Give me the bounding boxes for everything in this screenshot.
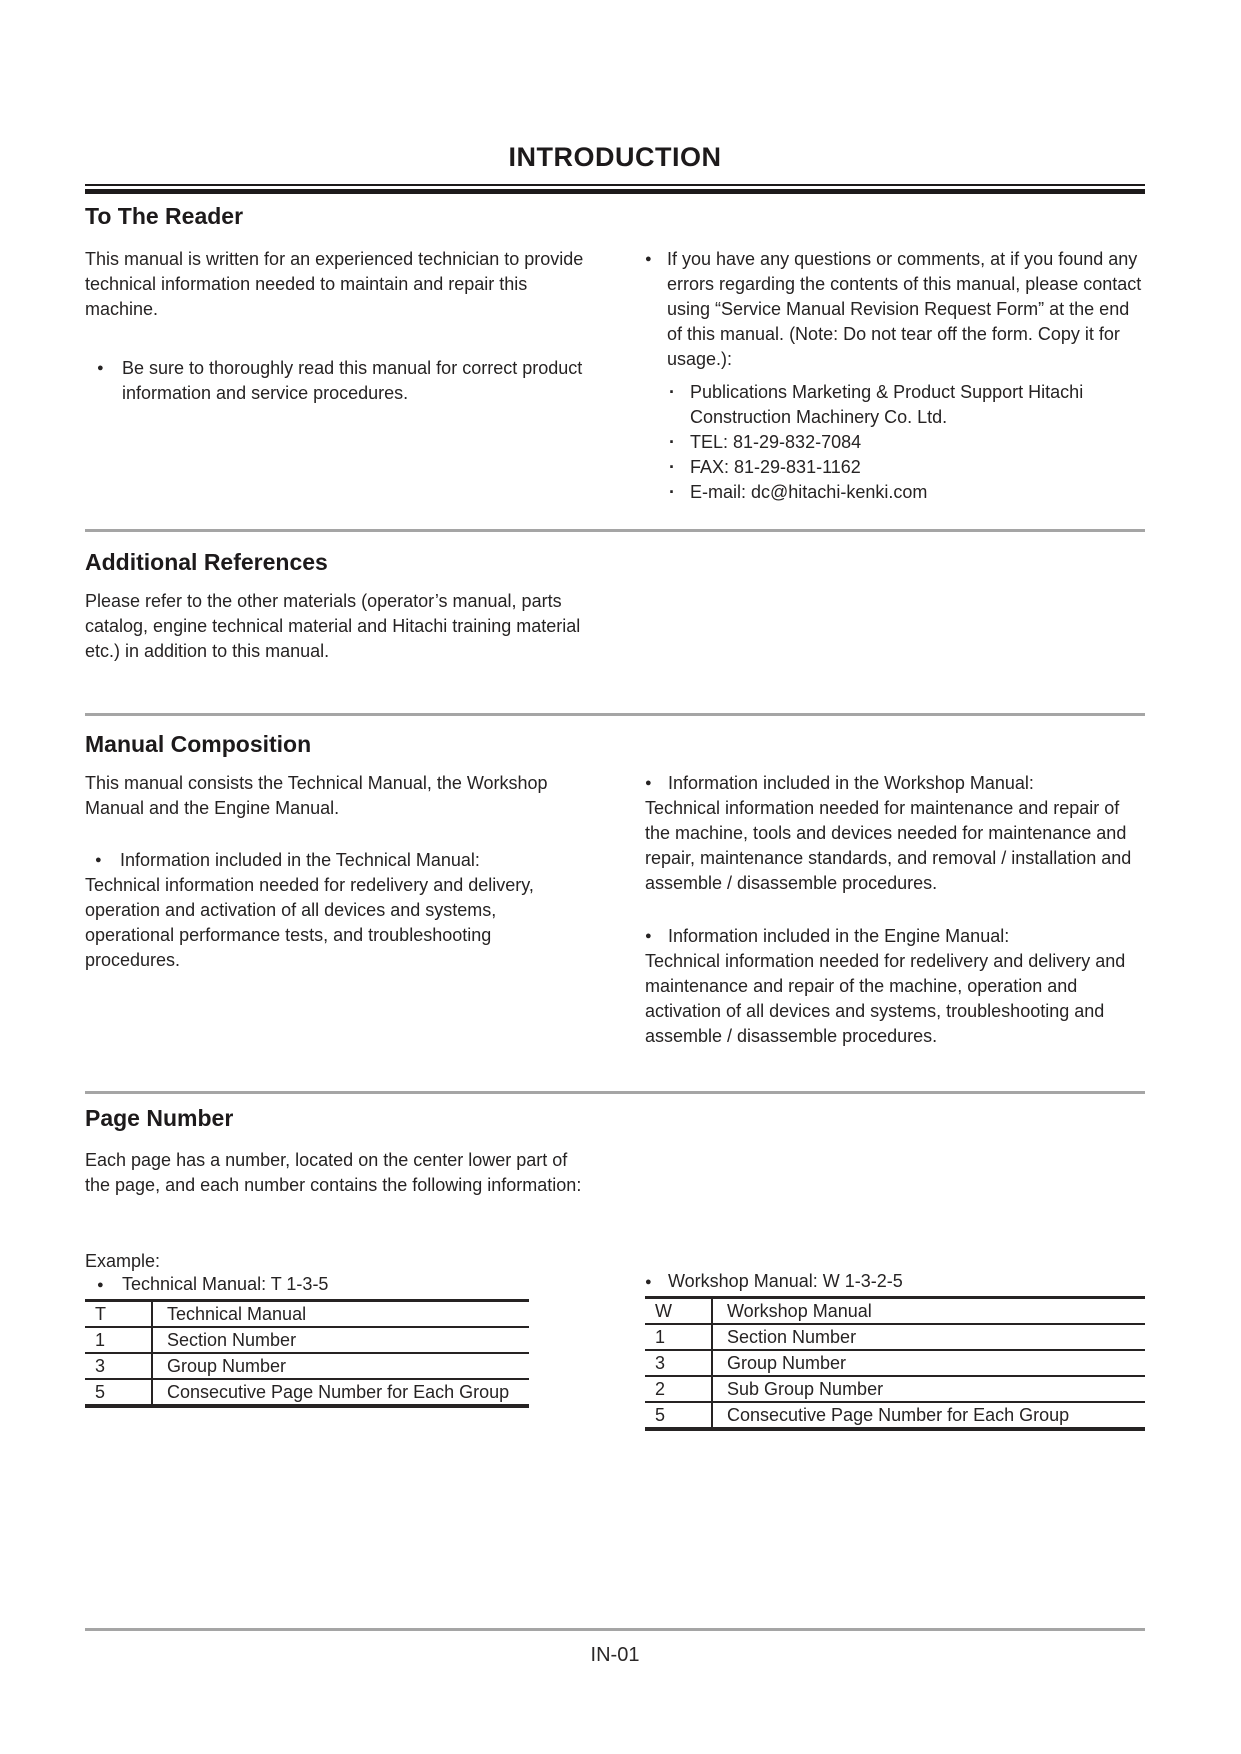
workshop-page-number-table bbox=[645, 1296, 1145, 1431]
table-row bbox=[645, 1298, 1145, 1325]
label-cell: Section Number bbox=[712, 1324, 1145, 1350]
workshop-manual-description: Technical information needed for maintenance and repair of the machine, tools and devices needed for maintenance and repair, maintenance standards, and removal / installation and assemble / disassemble procedures. bbox=[645, 798, 1132, 893]
section-divider bbox=[85, 713, 1145, 716]
code-cell: T bbox=[85, 1301, 152, 1328]
label-cell: Group Number bbox=[712, 1350, 1145, 1376]
reader-contact-bullet-text: If you have any questions or comments, at if you found any errors regarding the contents of this manual, please contact using “Service Manual Revision Request Form” at the end of this manual. (Note: Do not tear off the form. Copy it for usage.): bbox=[667, 249, 1142, 369]
workshop-example-bullet-item bbox=[645, 1270, 1145, 1293]
workshop-example-text: Workshop Manual: W 1-3-2-5 bbox=[668, 1271, 903, 1291]
bullet-icon: ● bbox=[645, 930, 652, 942]
contact-item-text: FAX: 81-29-831-1162 bbox=[690, 457, 861, 477]
contact-item-email bbox=[645, 480, 1145, 505]
sub-bullet-icon: · bbox=[669, 482, 675, 502]
label-cell: Consecutive Page Number for Each Group bbox=[727, 1405, 1070, 1425]
technical-manual-bullet-item bbox=[85, 848, 585, 873]
label-cell: Workshop Manual bbox=[712, 1298, 1145, 1325]
composition-intro-paragraph: This manual consists the Technical Manual, the Workshop Manual and the Engine Manual. bbox=[85, 773, 548, 818]
page-number-example-section bbox=[85, 1250, 1145, 1431]
example-label: Example: bbox=[85, 1251, 161, 1271]
technical-example-bullet-item bbox=[85, 1273, 585, 1296]
example-right-column bbox=[645, 1250, 1145, 1431]
table-row bbox=[645, 1324, 1145, 1350]
title-divider bbox=[85, 184, 1145, 194]
engine-manual-bullet-title: Information included in the Engine Manual: bbox=[668, 926, 1010, 946]
composition-right-column bbox=[645, 771, 1145, 1049]
references-paragraph: Please refer to the other materials (operator’s manual, parts catalog, engine technical material and Hitachi training material etc.) in addition to this manual. bbox=[85, 591, 581, 661]
manual-composition-section bbox=[85, 771, 1145, 1049]
reader-left-column bbox=[85, 247, 585, 505]
page-title: INTRODUCTION bbox=[508, 142, 722, 172]
code-cell: 3 bbox=[645, 1350, 712, 1376]
section-divider bbox=[85, 1091, 1145, 1094]
section-heading-additional-references: Additional References bbox=[85, 549, 328, 575]
contact-detail-list bbox=[645, 380, 1145, 505]
code-cell: 1 bbox=[645, 1324, 712, 1350]
technical-example-text: Technical Manual: T 1-3-5 bbox=[122, 1274, 329, 1294]
example-left-column bbox=[85, 1250, 585, 1431]
page-number-paragraph: Each page has a number, located on the center lower part of the page, and each number contains the following information: bbox=[85, 1150, 582, 1195]
column-gap bbox=[585, 247, 645, 505]
sub-bullet-icon: · bbox=[669, 432, 675, 452]
reader-read-bullet-item bbox=[85, 356, 585, 406]
code-cell: W bbox=[645, 1298, 712, 1325]
contact-item-text: E-mail: dc@hitachi-kenki.com bbox=[690, 482, 928, 502]
reader-right-column bbox=[645, 247, 1145, 505]
sub-bullet-icon: · bbox=[669, 382, 675, 402]
section-heading-manual-composition: Manual Composition bbox=[85, 731, 312, 757]
technical-manual-bullet-title: Information included in the Technical Manual: bbox=[120, 850, 480, 870]
column-gap bbox=[585, 1250, 645, 1431]
code-cell: 5 bbox=[645, 1402, 712, 1429]
bullet-icon: ● bbox=[645, 777, 652, 789]
workshop-manual-bullet-item bbox=[645, 771, 1145, 796]
label-cell: Sub Group Number bbox=[712, 1376, 1145, 1402]
contact-item-tel bbox=[645, 430, 1145, 455]
contact-item-fax bbox=[645, 455, 1145, 480]
technical-page-number-table bbox=[85, 1299, 529, 1408]
table-row bbox=[645, 1376, 1145, 1402]
section-heading-page-number: Page Number bbox=[85, 1105, 234, 1131]
table-row bbox=[85, 1327, 529, 1353]
code-cell: 3 bbox=[85, 1353, 152, 1379]
sub-bullet-icon: · bbox=[669, 457, 675, 477]
bullet-icon: ● bbox=[645, 253, 652, 265]
table-row bbox=[645, 1350, 1145, 1376]
bullet-icon: ● bbox=[97, 1279, 104, 1291]
table-row bbox=[85, 1301, 529, 1328]
contact-item-publisher bbox=[645, 380, 1145, 430]
code-cell: 1 bbox=[85, 1327, 152, 1353]
table-row bbox=[645, 1402, 1145, 1429]
contact-item-text: Publications Marketing & Product Support Hitachi Construction Machinery Co. Ltd. bbox=[690, 382, 1084, 427]
label-cell: Consecutive Page Number for Each Group bbox=[167, 1382, 510, 1402]
workshop-manual-bullet-title: Information included in the Workshop Manual: bbox=[668, 773, 1034, 793]
bullet-icon: ● bbox=[97, 362, 104, 374]
table-row bbox=[85, 1379, 529, 1406]
label-cell: Group Number bbox=[152, 1353, 529, 1379]
table-row bbox=[85, 1353, 529, 1379]
bullet-icon: ● bbox=[645, 1276, 652, 1288]
to-the-reader-section bbox=[85, 247, 1145, 505]
reader-intro-paragraph: This manual is written for an experienced technician to provide technical information needed to maintain and repair this machine. bbox=[85, 249, 584, 319]
contact-item-text: TEL: 81-29-832-7084 bbox=[690, 432, 862, 452]
reader-contact-bullet-item bbox=[645, 247, 1145, 372]
section-divider bbox=[85, 529, 1145, 532]
bullet-icon: ● bbox=[95, 854, 102, 866]
composition-left-column bbox=[85, 771, 585, 1049]
label-cell: Section Number bbox=[152, 1327, 529, 1353]
technical-manual-description: Technical information needed for redelivery and delivery, operation and activation of all devices and systems, operational performance tests, and troubleshooting procedures. bbox=[85, 875, 534, 970]
column-gap bbox=[585, 771, 645, 1049]
footer-divider bbox=[85, 1628, 1145, 1631]
code-cell: 5 bbox=[85, 1379, 152, 1406]
engine-manual-description: Technical information needed for redelivery and delivery and maintenance and repair of the machine, operation and activation of all devices and systems, troubleshooting and assemble / disassemble procedures. bbox=[645, 951, 1126, 1046]
engine-manual-bullet-item bbox=[645, 924, 1145, 949]
reader-read-bullet-text: Be sure to thoroughly read this manual for correct product information and service procedures. bbox=[122, 358, 583, 403]
code-cell: 2 bbox=[645, 1376, 712, 1402]
label-cell: Technical Manual bbox=[152, 1301, 529, 1328]
section-heading-to-the-reader: To The Reader bbox=[85, 203, 244, 229]
footer-page-number: IN-01 bbox=[590, 1644, 640, 1666]
